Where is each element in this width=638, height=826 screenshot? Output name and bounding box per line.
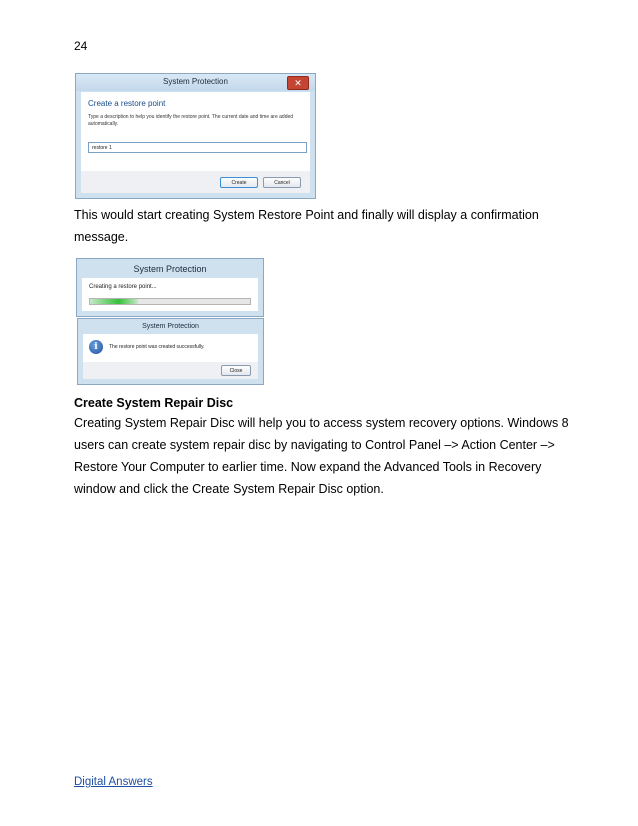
dialog-content xyxy=(82,278,258,311)
restore-point-name-input[interactable]: restore 1 xyxy=(88,142,307,153)
cancel-button[interactable]: Cancel xyxy=(263,177,301,188)
dialog-heading: Create a restore point xyxy=(88,99,166,108)
info-icon: i xyxy=(89,340,103,354)
dialog-title: System Protection xyxy=(142,323,199,330)
progress-dialog xyxy=(76,258,264,317)
section-heading: Create System Repair Disc xyxy=(74,396,234,410)
paragraph-repair-disc: Creating System Repair Disc will help you to access system recovery options. Windows 8 users can create system repair disc by navigating to Control Panel –> Action Center –> Restore Your Computer to earlier time. Now expand the Advanced Tools in Recovery window and click the Create System Repair Disc option. xyxy=(74,416,569,496)
dialog-content xyxy=(83,334,258,362)
dialog-footer xyxy=(81,171,310,193)
dialog-description: Type a description to help you identify the restore point. The current date and time are added automatically. xyxy=(88,114,294,127)
create-button[interactable]: Create xyxy=(220,177,258,188)
dialog-footer xyxy=(83,362,258,379)
dialog-content xyxy=(81,92,310,171)
create-restore-point-dialog xyxy=(75,73,316,199)
dialog-titlebar xyxy=(76,74,315,91)
dialog-title: System Protection xyxy=(133,264,207,274)
progress-bar xyxy=(89,298,251,305)
progress-bar-fill xyxy=(90,299,138,304)
close-icon[interactable]: ✕ xyxy=(287,76,309,90)
progress-message: Creating a restore point... xyxy=(89,284,157,290)
success-message: The restore point was created successfully. xyxy=(109,344,205,350)
footer-link[interactable]: Digital Answers xyxy=(74,776,153,788)
dialog-title: System Protection xyxy=(163,77,228,86)
page-number: 24 xyxy=(74,39,88,53)
close-button[interactable]: Close xyxy=(221,365,251,376)
success-dialog xyxy=(77,318,264,385)
paragraph-confirmation: This would start creating System Restore Point and finally will display a confirmation message. xyxy=(74,208,539,244)
